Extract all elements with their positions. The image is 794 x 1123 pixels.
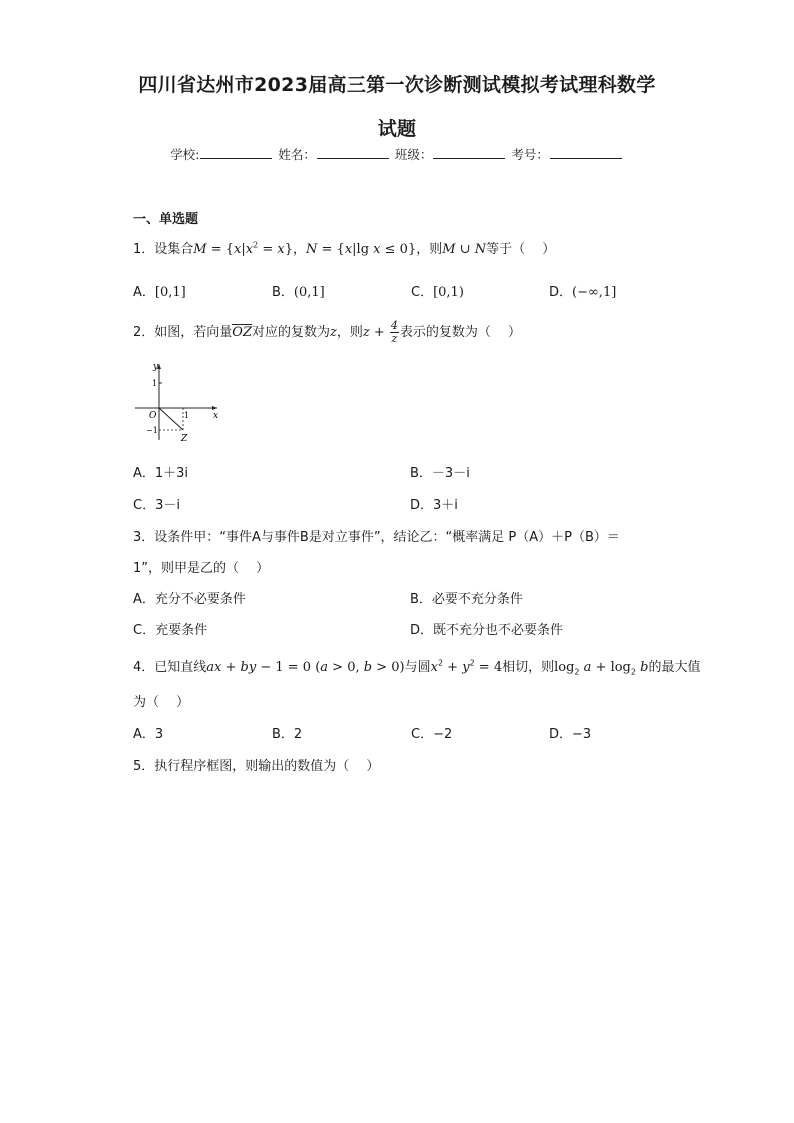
number-label: 考号： [511, 147, 549, 162]
y-tick-1: 1 [152, 379, 158, 388]
question-4-option-b: B．2 [272, 727, 303, 742]
school-blank [200, 146, 272, 159]
fraction: $\frac{4}{z}$ [390, 319, 398, 345]
question-2-option-a: A．1＋3i [133, 466, 189, 481]
question-4-option-c: C．−2 [411, 727, 453, 742]
x-tick-1: 1 [184, 411, 190, 420]
origin-label: O [149, 411, 157, 421]
question-3-stem-line2: 1”，则甲是乙的（ ） [133, 561, 270, 576]
question-1-option-a: A．[0,1] [133, 285, 186, 300]
question-1-option-d: D．(−∞,1] [549, 285, 617, 300]
school-label: 学校: [170, 147, 200, 162]
name-label: 姓名： [278, 147, 316, 162]
section-heading: 一、单选题 [133, 212, 199, 227]
question-2-option-b: B．－3－i [410, 466, 470, 481]
student-info-line [0, 145, 794, 163]
exam-title-line2: 试题 [377, 118, 417, 140]
point-z-label: Z [181, 434, 188, 444]
question-1-option-b: B．(0,1] [272, 285, 325, 300]
question-4-option-d: D．−3 [549, 727, 592, 742]
question-5-stem: 5．执行程序框图，则输出的数值为（ ） [133, 759, 380, 774]
question-2-option-d: D．3＋i [410, 498, 458, 513]
x-axis-label: x [213, 411, 219, 421]
y-tick-neg1: −1 [146, 426, 158, 435]
question-1-option-c: C．[0,1) [411, 285, 464, 300]
question-3-option-b: B．必要不充分条件 [410, 592, 523, 607]
complex-plane-figure [133, 360, 223, 444]
question-1-stem: 1．设集合$M = \{x|x^2 = x\}$，N = {x|lg x ≤ 0}，则M ∪ N等于（ ） [133, 240, 556, 257]
exam-title: 四川省达州市2023届高三第一次诊断测试模拟考试理科数学 [138, 74, 656, 96]
class-blank [433, 146, 505, 159]
question-2-option-c: C．3－i [133, 498, 180, 513]
question-4-stem-line2: 为（ ） [133, 695, 190, 710]
y-axis-label: y [153, 362, 159, 372]
question-4-stem: 4．已知直线ax + by − 1 = 0 (a > 0, b > 0)与圆$x^2 + y^2 = 4$相切，则$\log_2 a + \log_2 b$的最大值 [133, 658, 701, 677]
question-2-stem: 2．如图，若向量OZ对应的复数为z，则z + $\frac{4}{z}$ 表示的复数为（ ） [133, 319, 522, 345]
name-blank [317, 146, 389, 159]
question-4-option-a: A．3 [133, 727, 164, 742]
class-label: 班级： [394, 147, 433, 162]
number-blank [550, 146, 622, 159]
question-3-option-d: D．既不充分也不必要条件 [410, 623, 564, 638]
question-3-option-c: C．充要条件 [133, 623, 208, 638]
question-3-stem-line1: 3．设条件甲：“事件A与事件B是对立事件”，结论乙：“概率满足 P（A）＋P（B）＝ [133, 530, 620, 545]
question-3-option-a: A．充分不必要条件 [133, 592, 246, 607]
